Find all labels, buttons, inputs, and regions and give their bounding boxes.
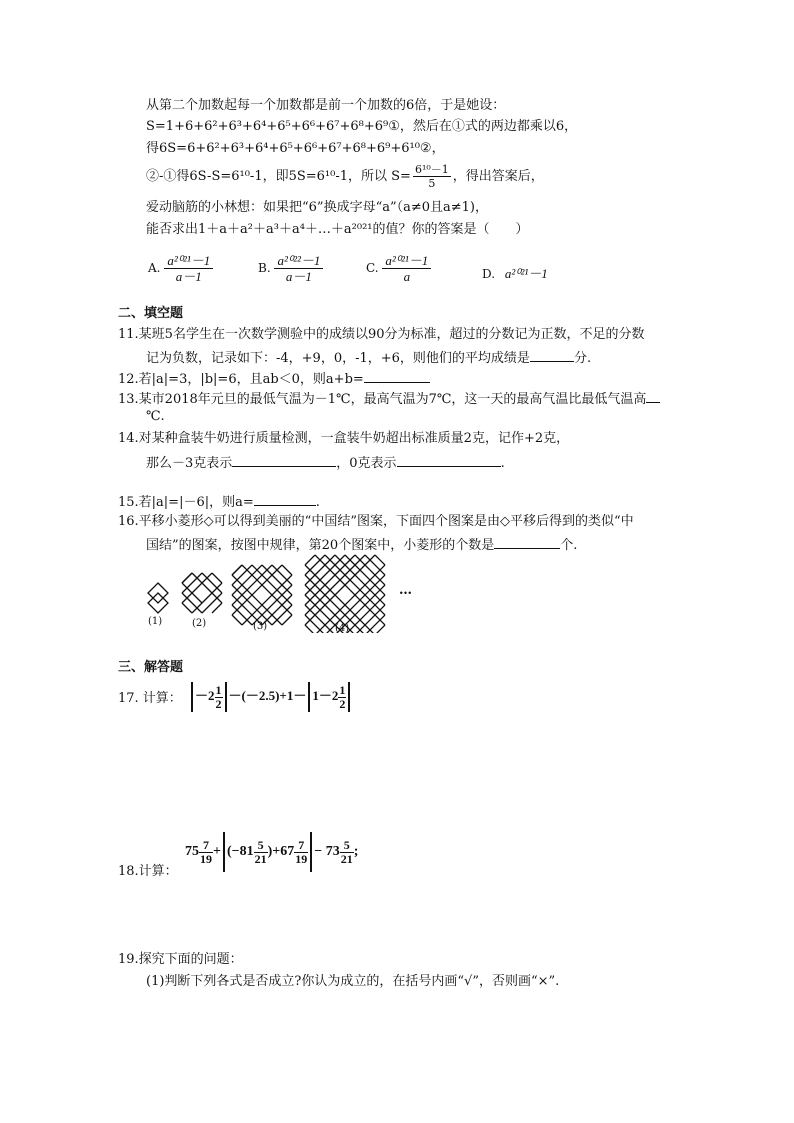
q18-c-frac <box>294 839 308 866</box>
option-c-den: a <box>403 269 411 284</box>
intro-line-6: 能否求出1＋a＋a²＋a³＋a⁴＋…＋a²⁰²¹的值？你的答案是（ ） <box>146 222 529 237</box>
section-3-heading: 三、解答题 <box>118 660 184 675</box>
q14-text-b: ，0克表示 <box>336 456 397 471</box>
section-2-heading: 二、填空题 <box>118 306 184 321</box>
intro-line-3: 得6S=6+6²+6³+6⁴+6⁵+6⁶+6⁷+6⁸+6⁹+6¹⁰②， <box>146 141 445 156</box>
q11-line-1: 11.某班5名学生在一次数学测验中的成绩以90分为标准，超过的分数记为正数，不足的分数 <box>118 327 645 342</box>
q14-text-a: 那么－3克表示 <box>146 456 233 471</box>
q11-line-2 <box>146 349 591 367</box>
intro-line-4 <box>146 163 544 190</box>
q17-term2: －(－2.5)+1－ <box>228 687 307 703</box>
q18-d-frac <box>340 839 354 866</box>
q11-answer-blank[interactable] <box>530 349 574 362</box>
option-b-fraction <box>274 253 323 284</box>
q14-line-2 <box>146 454 505 472</box>
option-b <box>258 253 323 284</box>
q13-answer-blank[interactable] <box>646 390 660 403</box>
option-d-label: D. <box>482 267 496 281</box>
q17-term3-int: 1－2 <box>312 687 339 703</box>
option-c-fraction <box>382 253 431 284</box>
q16-unit: 个. <box>560 538 578 553</box>
option-d <box>482 263 548 282</box>
abs-bar <box>308 682 310 712</box>
q17-term1-den: 2 <box>215 696 222 711</box>
q17-term1-int: －2 <box>195 687 215 703</box>
figure-label-1: (1) <box>148 616 163 627</box>
q17-expression <box>189 682 352 712</box>
q16-line-2 <box>146 536 577 554</box>
q11-unit: 分. <box>573 351 592 366</box>
s-fraction-den: 5 <box>428 177 436 190</box>
option-a <box>148 253 213 284</box>
option-c-num: a²⁰²¹－1 <box>382 253 431 269</box>
option-c-label: C. <box>366 261 379 275</box>
q11-text: 记为负数，记录如下：-4，+9，0，-1，+6，则他们的平均成绩是 <box>146 351 530 366</box>
figure-4 <box>305 555 385 633</box>
figure-ellipsis: … <box>399 583 412 598</box>
q15-end: . <box>315 495 320 510</box>
abs-bar <box>348 682 350 712</box>
q13-text: 13.某市2018年元旦的最低气温为－1℃，最高气温为7℃，这一天的最高气温比最低气温高 <box>118 392 647 407</box>
q18-b-den: 21 <box>254 851 267 866</box>
intro-line-5: 爱动脑筋的小林想：如果把“6”换成字母“a”（a≠0且a≠1)， <box>146 200 489 215</box>
q18-expression <box>185 832 358 872</box>
option-a-label: A. <box>148 261 161 275</box>
intro-line-1: 从第二个加数起每一个加数都是前一个加数的6倍，于是她设： <box>146 98 506 113</box>
intro-line-4-end: ，得出答案后， <box>452 169 544 184</box>
figure-2 <box>182 573 222 613</box>
q18-end: ; <box>353 844 359 860</box>
s-fraction-num: 6¹⁰－1 <box>414 163 449 176</box>
q15-text: 15.若|a|=|－6|，则a= <box>118 495 254 510</box>
q18-b-int: (−81 <box>226 844 254 860</box>
q15 <box>118 493 320 511</box>
q13-line-1 <box>118 390 660 408</box>
figure-1 <box>148 583 168 613</box>
q18-minus: − 73 <box>314 844 340 860</box>
abs-bar <box>310 832 312 872</box>
q17-term1-frac <box>215 684 223 711</box>
figure-label-2: (2) <box>192 618 207 629</box>
q18-c-den: 19 <box>295 851 308 866</box>
q18-b-mid: )+67 <box>267 844 295 860</box>
q14-answer-blank-2[interactable] <box>397 454 501 467</box>
abs-bar <box>225 682 227 712</box>
s-fraction <box>413 163 451 190</box>
figure-3 <box>232 565 292 625</box>
q17-term3-den: 2 <box>339 696 346 711</box>
option-a-den: a－1 <box>175 269 202 284</box>
q18-c-num: 7 <box>294 839 308 853</box>
q18-d-den: 21 <box>340 851 353 866</box>
option-b-label: B. <box>258 261 271 275</box>
option-a-fraction <box>164 253 213 284</box>
q17-label: 17. 计算： <box>118 691 182 706</box>
q17-term1-num: 1 <box>215 682 222 697</box>
q18-a-num: 7 <box>199 839 213 853</box>
option-c <box>366 253 431 284</box>
abs-bar <box>191 682 193 712</box>
q18-a-int: 75 <box>185 844 199 860</box>
q18-d-num: 5 <box>340 839 354 853</box>
q18-a-frac <box>199 839 213 866</box>
q13-line-2: ℃. <box>146 409 165 424</box>
q18-b-num: 5 <box>254 839 268 853</box>
q12-answer-blank[interactable] <box>364 370 430 383</box>
q12-text: 12.若|a|=3，|b|=6，且ab＜0，则a+b= <box>118 372 364 387</box>
q12 <box>118 370 430 388</box>
q18-plus: + <box>213 844 221 860</box>
figure-label-3: (3) <box>253 621 268 632</box>
q15-answer-blank[interactable] <box>254 493 316 506</box>
q16-line-1: 16.平移小菱形◇可以得到美丽的“中国结”图案，下面四个图案是由◇平移后得到的类似“中 <box>118 514 634 529</box>
q17-term3-frac <box>338 684 346 711</box>
q14-text-c: . <box>500 456 505 471</box>
q18-label: 18.计算： <box>118 864 178 879</box>
q14-line-1: 14.对某种盒装牛奶进行质量检测，一盒装牛奶超出标准质量2克，记作+2克， <box>118 431 570 446</box>
figure-label-4: (4) <box>335 623 350 634</box>
option-a-num: a²⁰²¹－1 <box>164 253 213 269</box>
q17-term3-num: 1 <box>339 682 346 697</box>
option-b-num: a²⁰²²－1 <box>274 253 323 269</box>
intro-line-2: S=1+6+6²+6³+6⁴+6⁵+6⁶+6⁷+6⁸+6⁹①，然后在①式的两边都乘以6， <box>146 119 578 134</box>
option-d-expr: a²⁰²¹－1 <box>504 266 548 281</box>
q19-line-2: (1)判断下列各式是否成立?你认为成立的，在括号内画“√”，否则画“×”. <box>146 974 560 989</box>
abs-bar <box>223 832 225 872</box>
intro-line-4-start: ②-①得6S-S=6¹⁰-1，即5S=6¹⁰-1，所以 S= <box>146 169 411 184</box>
chinese-knot-figures <box>140 553 440 633</box>
q16-answer-blank[interactable] <box>494 536 560 549</box>
q18-b-frac <box>254 839 268 866</box>
q18-a-den: 19 <box>200 851 212 866</box>
option-b-den: a－1 <box>285 269 312 284</box>
q19-line-1: 19.探究下面的问题： <box>118 952 243 967</box>
q14-answer-blank-1[interactable] <box>232 454 336 467</box>
q16-text: 国结”的图案，按图中规律，第20个图案中，小菱形的个数是 <box>146 538 495 553</box>
